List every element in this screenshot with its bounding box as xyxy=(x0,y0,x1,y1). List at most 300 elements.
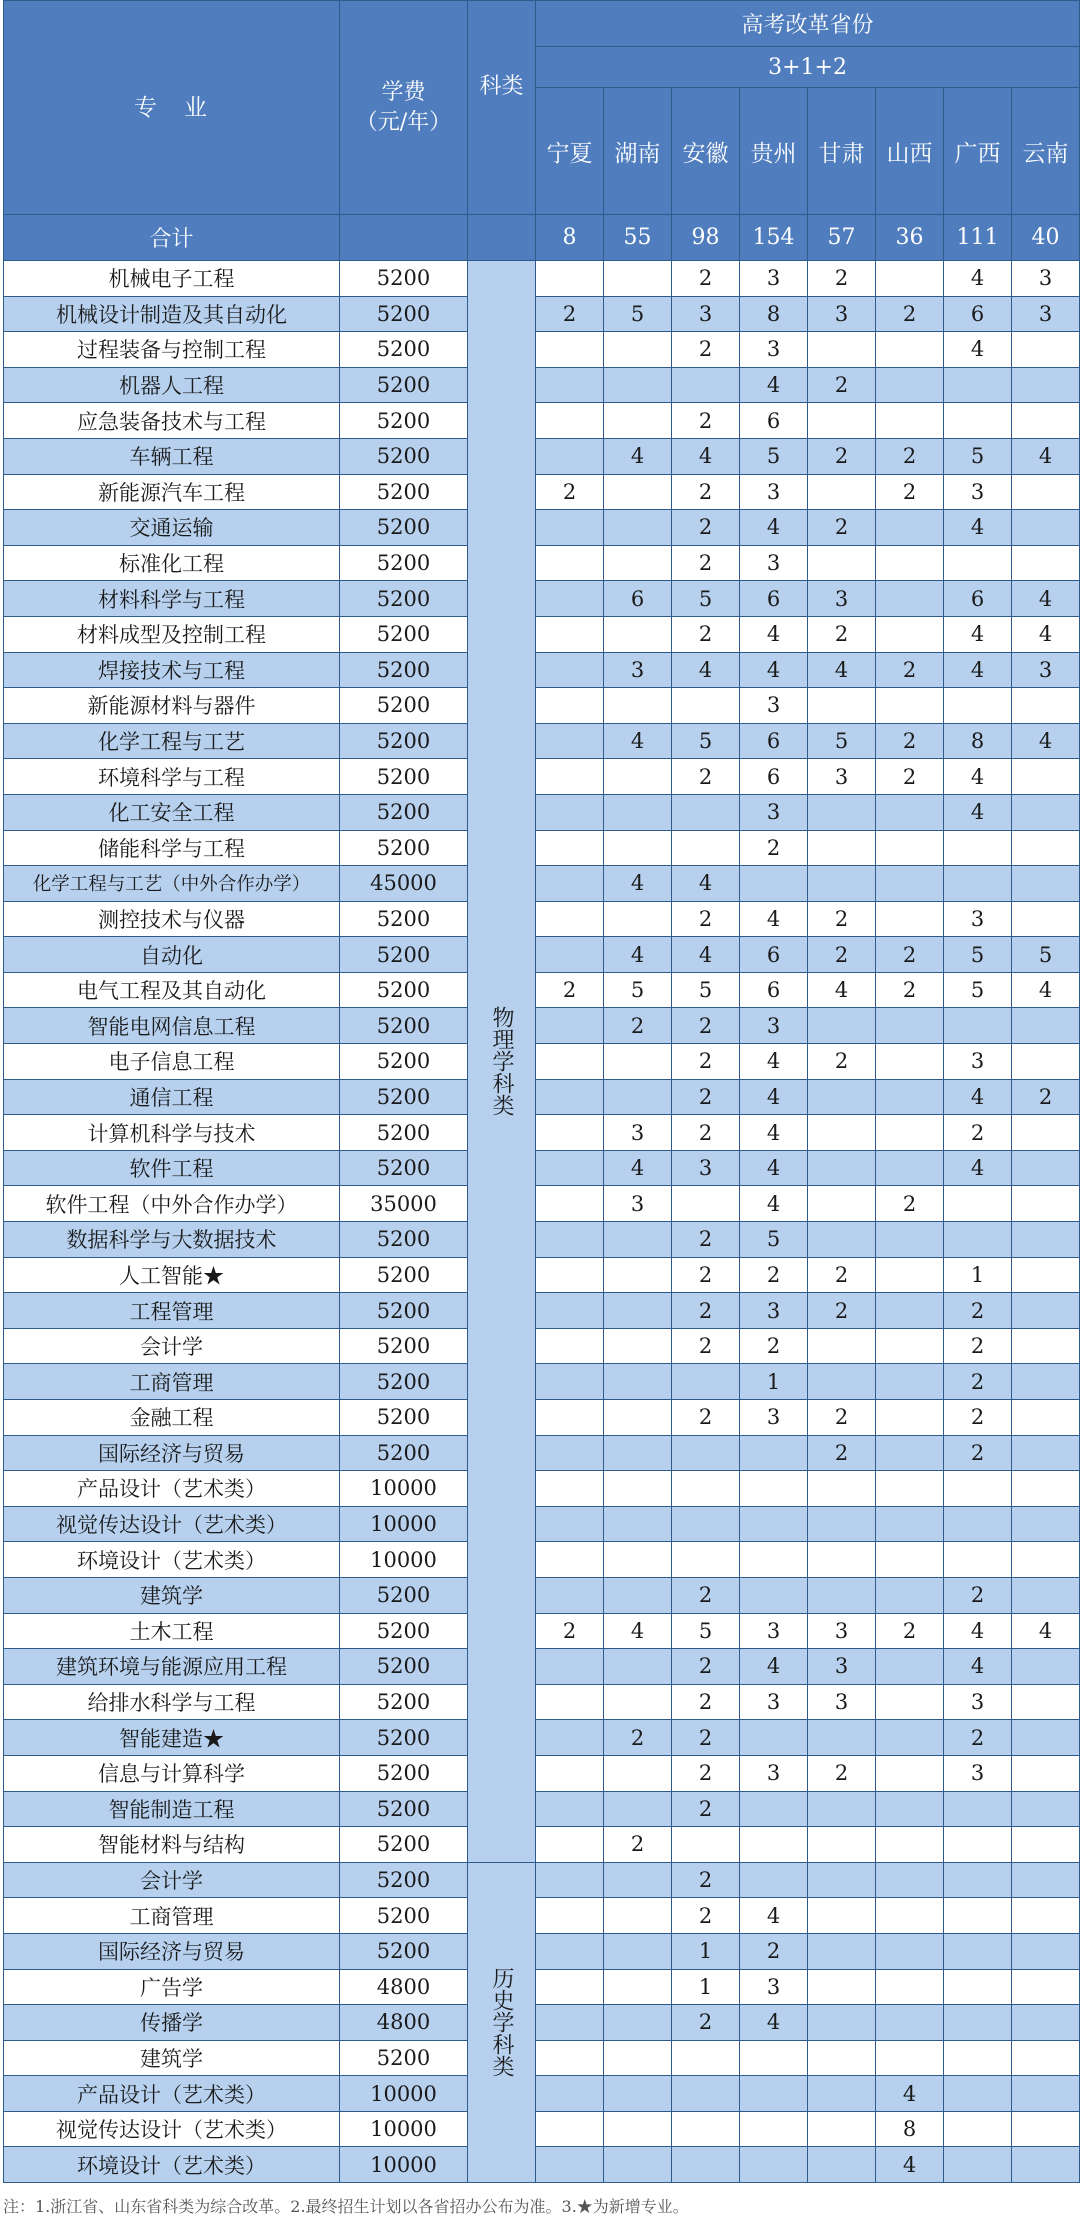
quota-cell xyxy=(808,1506,876,1542)
quota-cell xyxy=(1012,367,1080,403)
tuition-cell: 10000 xyxy=(340,1542,468,1578)
tuition-cell: 5200 xyxy=(340,1044,468,1080)
major-name-cell: 智能电网信息工程 xyxy=(4,1008,340,1044)
quota-cell xyxy=(604,1044,672,1080)
tuition-cell: 5200 xyxy=(340,652,468,688)
quota-cell xyxy=(944,1008,1012,1044)
major-row xyxy=(4,1720,1080,1756)
quota-cell: 4 xyxy=(740,616,808,652)
quota-cell xyxy=(944,403,1012,439)
quota-cell: 4 xyxy=(740,1186,808,1222)
major-name-cell: 给排水科学与工程 xyxy=(4,1684,340,1720)
quota-cell xyxy=(604,1257,672,1293)
quota-cell: 2 xyxy=(672,1079,740,1115)
tuition-cell: 4800 xyxy=(340,2005,468,2041)
quota-cell xyxy=(672,1471,740,1507)
major-name-cell: 软件工程（中外合作办学） xyxy=(4,1186,340,1222)
quota-cell: 4 xyxy=(876,2076,944,2112)
quota-cell xyxy=(808,794,876,830)
major-row xyxy=(4,1791,1080,1827)
quota-cell: 3 xyxy=(808,581,876,617)
category-header: 科类 xyxy=(468,1,536,215)
quota-cell: 6 xyxy=(740,759,808,795)
quota-cell: 5 xyxy=(944,937,1012,973)
reform-provinces-header: 高考改革省份 xyxy=(536,1,1080,47)
quota-cell xyxy=(944,1827,1012,1863)
quota-cell: 5 xyxy=(944,438,1012,474)
quota-cell xyxy=(944,1898,1012,1934)
quota-cell: 3 xyxy=(944,901,1012,937)
quota-cell xyxy=(536,1364,604,1400)
quota-cell: 2 xyxy=(808,616,876,652)
quota-cell xyxy=(876,901,944,937)
quota-cell: 4 xyxy=(740,1898,808,1934)
quota-cell xyxy=(604,1435,672,1471)
quota-cell xyxy=(944,2040,1012,2076)
tuition-cell: 5200 xyxy=(340,438,468,474)
major-row xyxy=(4,1506,1080,1542)
province-header: 云南 xyxy=(1012,88,1080,215)
quota-cell xyxy=(808,2040,876,2076)
quota-cell xyxy=(944,1862,1012,1898)
quota-cell: 4 xyxy=(808,652,876,688)
quota-cell xyxy=(808,1079,876,1115)
quota-cell: 2 xyxy=(672,2005,740,2041)
quota-cell: 5 xyxy=(604,972,672,1008)
quota-cell xyxy=(1012,1257,1080,1293)
major-row xyxy=(4,937,1080,973)
major-name-cell: 视觉传达设计（艺术类） xyxy=(4,1506,340,1542)
quota-cell: 2 xyxy=(808,1044,876,1080)
quota-cell xyxy=(1012,688,1080,724)
quota-cell xyxy=(1012,1150,1080,1186)
quota-cell xyxy=(876,367,944,403)
quota-cell xyxy=(808,403,876,439)
major-name-cell: 通信工程 xyxy=(4,1079,340,1115)
major-row xyxy=(4,367,1080,403)
quota-cell xyxy=(604,901,672,937)
quota-cell: 8 xyxy=(876,2111,944,2147)
major-row xyxy=(4,1257,1080,1293)
quota-cell: 2 xyxy=(604,1827,672,1863)
quota-cell: 2 xyxy=(876,652,944,688)
quota-cell xyxy=(1012,1506,1080,1542)
quota-cell xyxy=(536,1720,604,1756)
quota-cell xyxy=(536,1257,604,1293)
quota-cell xyxy=(1012,1755,1080,1791)
quota-cell: 4 xyxy=(740,1079,808,1115)
quota-cell: 2 xyxy=(944,1293,1012,1329)
quota-cell: 4 xyxy=(604,723,672,759)
quota-cell: 4 xyxy=(1012,723,1080,759)
quota-cell: 4 xyxy=(808,972,876,1008)
tuition-cell: 5200 xyxy=(340,1862,468,1898)
quota-cell xyxy=(740,2147,808,2183)
quota-cell: 2 xyxy=(740,1328,808,1364)
quota-cell xyxy=(808,1186,876,1222)
quota-cell: 2 xyxy=(740,830,808,866)
quota-cell xyxy=(1012,403,1080,439)
quota-cell xyxy=(876,545,944,581)
tuition-cell: 5200 xyxy=(340,510,468,546)
quota-cell xyxy=(536,1898,604,1934)
quota-cell xyxy=(672,2147,740,2183)
quota-cell: 3 xyxy=(808,296,876,332)
quota-cell xyxy=(876,1898,944,1934)
quota-cell xyxy=(876,1364,944,1400)
quota-cell xyxy=(740,2111,808,2147)
quota-cell: 2 xyxy=(808,1435,876,1471)
quota-cell xyxy=(672,2111,740,2147)
quota-cell xyxy=(944,367,1012,403)
total-value-cell: 40 xyxy=(1012,215,1080,261)
quota-cell: 2 xyxy=(672,1649,740,1685)
quota-cell: 5 xyxy=(740,438,808,474)
quota-cell xyxy=(1012,332,1080,368)
quota-cell xyxy=(876,866,944,902)
major-name-cell: 产品设计（艺术类） xyxy=(4,2076,340,2112)
quota-cell xyxy=(604,332,672,368)
quota-cell: 2 xyxy=(672,545,740,581)
tuition-cell: 10000 xyxy=(340,2111,468,2147)
quota-cell xyxy=(536,616,604,652)
major-name-cell: 视觉传达设计（艺术类） xyxy=(4,2111,340,2147)
quota-cell xyxy=(604,367,672,403)
quota-cell: 4 xyxy=(1012,438,1080,474)
tuition-cell: 5200 xyxy=(340,474,468,510)
quota-cell: 4 xyxy=(944,332,1012,368)
quota-cell: 4 xyxy=(740,1649,808,1685)
quota-cell: 2 xyxy=(808,1257,876,1293)
major-row xyxy=(4,1115,1080,1151)
quota-cell xyxy=(944,830,1012,866)
quota-cell xyxy=(536,403,604,439)
quota-cell xyxy=(1012,1827,1080,1863)
quota-cell xyxy=(944,1969,1012,2005)
quota-cell: 4 xyxy=(944,1079,1012,1115)
quota-cell xyxy=(1012,1720,1080,1756)
quota-cell: 3 xyxy=(944,1755,1012,1791)
quota-cell xyxy=(604,1933,672,1969)
quota-cell xyxy=(1012,830,1080,866)
quota-cell: 2 xyxy=(672,1400,740,1436)
quota-cell xyxy=(740,866,808,902)
quota-cell xyxy=(808,1791,876,1827)
quota-cell xyxy=(740,1542,808,1578)
major-name-cell: 建筑学 xyxy=(4,1577,340,1613)
tuition-cell: 5200 xyxy=(340,1328,468,1364)
quota-cell xyxy=(740,1435,808,1471)
major-name-cell: 国际经济与贸易 xyxy=(4,1435,340,1471)
fee-header-line2: （元/年） xyxy=(355,109,452,135)
major-name-cell: 机械电子工程 xyxy=(4,261,340,297)
quota-cell xyxy=(876,2040,944,2076)
quota-cell xyxy=(536,2076,604,2112)
quota-cell: 6 xyxy=(944,296,1012,332)
quota-cell: 2 xyxy=(604,1720,672,1756)
total-label: 合计 xyxy=(4,215,340,261)
tuition-cell: 5200 xyxy=(340,972,468,1008)
major-row xyxy=(4,1222,1080,1258)
quota-cell xyxy=(604,1506,672,1542)
quota-cell xyxy=(876,1222,944,1258)
quota-cell xyxy=(1012,1293,1080,1329)
quota-cell: 2 xyxy=(944,1364,1012,1400)
major-name-cell: 机械设计制造及其自动化 xyxy=(4,296,340,332)
quota-cell xyxy=(808,1364,876,1400)
quota-cell: 2 xyxy=(944,1435,1012,1471)
quota-cell xyxy=(536,438,604,474)
major-row xyxy=(4,296,1080,332)
major-name-cell: 环境科学与工程 xyxy=(4,759,340,795)
quota-cell: 2 xyxy=(536,296,604,332)
quota-cell: 4 xyxy=(944,616,1012,652)
major-name-cell: 环境设计（艺术类） xyxy=(4,2147,340,2183)
quota-cell: 2 xyxy=(672,616,740,652)
quota-cell xyxy=(1012,2005,1080,2041)
quota-cell: 2 xyxy=(672,510,740,546)
quota-cell: 2 xyxy=(672,403,740,439)
tuition-cell: 4800 xyxy=(340,1969,468,2005)
quota-cell xyxy=(604,1222,672,1258)
major-name-cell: 机器人工程 xyxy=(4,367,340,403)
quota-cell: 3 xyxy=(740,1008,808,1044)
quota-cell xyxy=(876,1293,944,1329)
quota-cell xyxy=(1012,1400,1080,1436)
total-value-cell: 36 xyxy=(876,215,944,261)
quota-cell xyxy=(604,510,672,546)
province-header: 甘肃 xyxy=(808,88,876,215)
quota-cell: 4 xyxy=(1012,581,1080,617)
quota-cell: 2 xyxy=(672,1720,740,1756)
quota-cell: 2 xyxy=(672,1328,740,1364)
quota-cell: 2 xyxy=(876,937,944,973)
quota-cell: 4 xyxy=(672,937,740,973)
quota-cell xyxy=(1012,1684,1080,1720)
total-value-cell: 8 xyxy=(536,215,604,261)
quota-cell xyxy=(1012,1044,1080,1080)
quota-cell xyxy=(604,759,672,795)
quota-cell xyxy=(672,1827,740,1863)
quota-cell xyxy=(876,794,944,830)
quota-cell xyxy=(1012,1649,1080,1685)
quota-cell xyxy=(808,1542,876,1578)
major-header: 专 业 xyxy=(4,1,340,215)
quota-cell xyxy=(1012,1542,1080,1578)
quota-cell xyxy=(808,1150,876,1186)
quota-cell xyxy=(876,1577,944,1613)
quota-cell xyxy=(536,1400,604,1436)
major-name-cell: 车辆工程 xyxy=(4,438,340,474)
quota-cell xyxy=(740,1577,808,1613)
quota-cell: 4 xyxy=(944,759,1012,795)
quota-cell xyxy=(1012,1115,1080,1151)
quota-cell xyxy=(604,1577,672,1613)
quota-cell xyxy=(740,1506,808,1542)
quota-cell xyxy=(808,1720,876,1756)
quota-cell: 8 xyxy=(944,723,1012,759)
quota-cell xyxy=(1012,1364,1080,1400)
major-row xyxy=(4,1079,1080,1115)
quota-cell xyxy=(1012,759,1080,795)
tuition-cell: 5200 xyxy=(340,937,468,973)
quota-cell xyxy=(1012,866,1080,902)
quota-cell: 3 xyxy=(740,688,808,724)
major-name-cell: 环境设计（艺术类） xyxy=(4,1542,340,1578)
quota-cell xyxy=(1012,1898,1080,1934)
quota-cell xyxy=(536,581,604,617)
quota-cell: 2 xyxy=(808,510,876,546)
quota-cell xyxy=(876,1649,944,1685)
quota-cell: 3 xyxy=(944,474,1012,510)
quota-cell xyxy=(536,830,604,866)
quota-cell xyxy=(536,1044,604,1080)
quota-cell xyxy=(808,1115,876,1151)
quota-cell: 6 xyxy=(740,972,808,1008)
major-row xyxy=(4,794,1080,830)
quota-cell: 3 xyxy=(740,1293,808,1329)
major-name-cell: 自动化 xyxy=(4,937,340,973)
quota-cell: 1 xyxy=(944,1257,1012,1293)
major-row xyxy=(4,1008,1080,1044)
total-value-cell: 154 xyxy=(740,215,808,261)
major-row xyxy=(4,1293,1080,1329)
major-row xyxy=(4,616,1080,652)
quota-cell: 2 xyxy=(944,1400,1012,1436)
tuition-cell: 5200 xyxy=(340,1222,468,1258)
quota-cell xyxy=(876,261,944,297)
tuition-cell: 5200 xyxy=(340,1649,468,1685)
quota-cell xyxy=(536,1186,604,1222)
quota-cell xyxy=(536,1115,604,1151)
quota-cell xyxy=(740,1471,808,1507)
quota-cell: 3 xyxy=(672,1150,740,1186)
major-name-cell: 电子信息工程 xyxy=(4,1044,340,1080)
quota-cell xyxy=(604,1898,672,1934)
quota-cell xyxy=(1012,1186,1080,1222)
total-value-cell: 111 xyxy=(944,215,1012,261)
tuition-cell: 5200 xyxy=(340,545,468,581)
quota-cell xyxy=(876,1969,944,2005)
quota-cell: 2 xyxy=(604,1008,672,1044)
quota-cell xyxy=(944,2076,1012,2112)
major-name-cell: 传播学 xyxy=(4,2005,340,2041)
quota-cell: 4 xyxy=(944,510,1012,546)
quota-cell: 3 xyxy=(604,1186,672,1222)
quota-cell xyxy=(604,1293,672,1329)
quota-cell xyxy=(604,1400,672,1436)
quota-cell: 3 xyxy=(740,332,808,368)
tuition-cell: 5200 xyxy=(340,688,468,724)
quota-cell: 2 xyxy=(876,723,944,759)
tuition-cell: 5200 xyxy=(340,1791,468,1827)
quota-cell xyxy=(944,688,1012,724)
province-header: 湖南 xyxy=(604,88,672,215)
tuition-cell: 5200 xyxy=(340,367,468,403)
quota-cell: 2 xyxy=(808,937,876,973)
quota-cell xyxy=(876,1933,944,1969)
category-physics-cell xyxy=(468,261,536,1863)
major-name-cell: 材料成型及控制工程 xyxy=(4,616,340,652)
quota-cell: 1 xyxy=(672,1969,740,2005)
quota-cell: 4 xyxy=(740,367,808,403)
total-value-cell: 55 xyxy=(604,215,672,261)
quota-cell: 3 xyxy=(740,474,808,510)
quota-cell xyxy=(1012,901,1080,937)
enrollment-plan-table xyxy=(3,0,1080,2183)
quota-cell xyxy=(876,1115,944,1151)
quota-cell: 4 xyxy=(1012,972,1080,1008)
major-row xyxy=(4,545,1080,581)
tuition-cell: 10000 xyxy=(340,2147,468,2183)
major-row xyxy=(4,652,1080,688)
quota-cell xyxy=(808,2147,876,2183)
quota-cell xyxy=(536,1150,604,1186)
tuition-cell: 45000 xyxy=(340,866,468,902)
tuition-cell: 5200 xyxy=(340,1827,468,1863)
quota-cell xyxy=(536,866,604,902)
quota-cell xyxy=(876,1827,944,1863)
major-name-cell: 应急装备技术与工程 xyxy=(4,403,340,439)
quota-cell: 2 xyxy=(672,1898,740,1934)
quota-cell xyxy=(876,1720,944,1756)
quota-cell xyxy=(672,2076,740,2112)
quota-cell: 4 xyxy=(672,652,740,688)
quota-cell xyxy=(604,1079,672,1115)
quota-cell xyxy=(536,2111,604,2147)
quota-cell xyxy=(1012,545,1080,581)
quota-cell xyxy=(536,652,604,688)
major-row xyxy=(4,1328,1080,1364)
tuition-cell: 5200 xyxy=(340,1933,468,1969)
quota-cell: 3 xyxy=(740,1969,808,2005)
quota-cell xyxy=(604,1969,672,2005)
category-label: 物理学科类 xyxy=(489,1006,514,1117)
quota-cell: 3 xyxy=(808,1684,876,1720)
major-row xyxy=(4,866,1080,902)
quota-cell: 5 xyxy=(1012,937,1080,973)
quota-cell xyxy=(808,332,876,368)
quota-cell: 2 xyxy=(672,1862,740,1898)
quota-cell xyxy=(944,866,1012,902)
quota-cell xyxy=(808,688,876,724)
quota-cell: 5 xyxy=(672,723,740,759)
tuition-cell: 10000 xyxy=(340,1506,468,1542)
province-header: 贵州 xyxy=(740,88,808,215)
quota-cell xyxy=(604,261,672,297)
quota-cell xyxy=(604,2111,672,2147)
quota-cell: 4 xyxy=(944,794,1012,830)
quota-cell xyxy=(944,2005,1012,2041)
quota-cell: 2 xyxy=(876,474,944,510)
quota-cell xyxy=(604,1684,672,1720)
quota-cell: 4 xyxy=(604,1150,672,1186)
quota-cell: 2 xyxy=(876,296,944,332)
quota-cell xyxy=(1012,2147,1080,2183)
quota-cell: 3 xyxy=(740,1755,808,1791)
quota-cell xyxy=(808,1222,876,1258)
major-name-cell: 化工安全工程 xyxy=(4,794,340,830)
quota-cell xyxy=(536,759,604,795)
quota-cell xyxy=(604,1791,672,1827)
major-name-cell: 金融工程 xyxy=(4,1400,340,1436)
quota-cell: 4 xyxy=(944,1649,1012,1685)
quota-cell xyxy=(1012,1577,1080,1613)
quota-cell xyxy=(536,1684,604,1720)
quota-cell: 4 xyxy=(740,1044,808,1080)
quota-cell xyxy=(1012,794,1080,830)
quota-cell xyxy=(944,1222,1012,1258)
